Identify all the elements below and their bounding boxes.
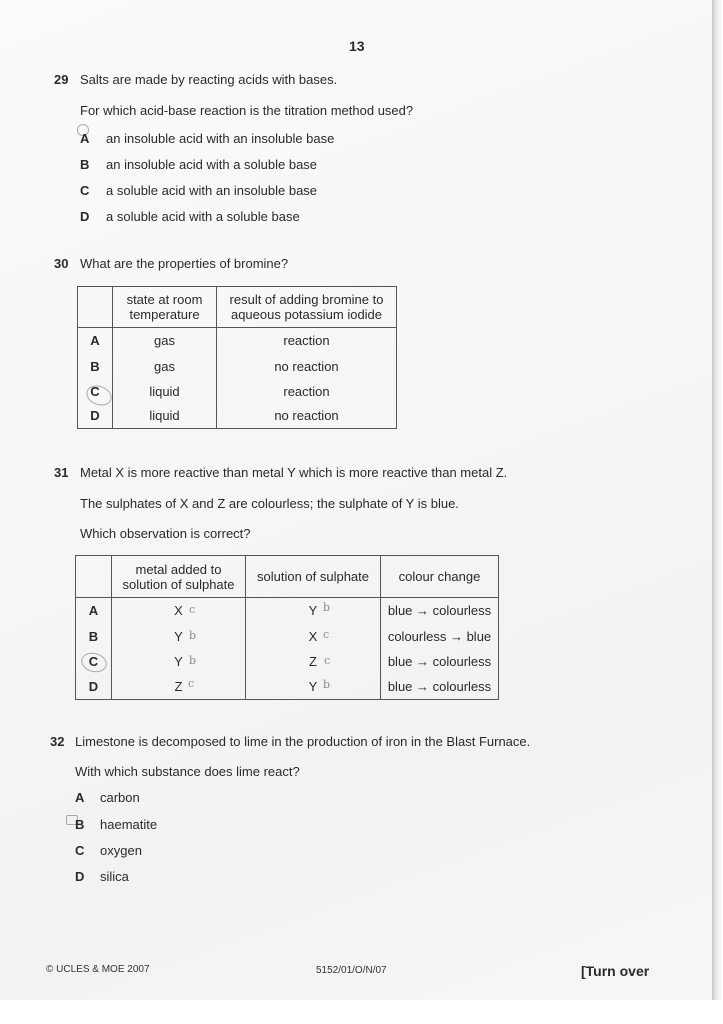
table-row[interactable] (78, 404, 397, 429)
q32-option-d-text[interactable]: silica (100, 869, 129, 884)
q29-option-d-text[interactable]: a soluble acid with a soluble base (106, 209, 300, 224)
question-29-text: For which acid-base reaction is the titration method used? (80, 103, 414, 118)
q29-option-b-letter[interactable]: B (80, 157, 90, 172)
metal-cell: Y (112, 649, 246, 675)
table-row[interactable] (78, 354, 397, 379)
result-cell: reaction (217, 379, 397, 404)
row-letter[interactable]: D (76, 675, 112, 700)
question-31-text: Which observation is correct? (80, 526, 251, 541)
state-cell: liquid (113, 404, 217, 429)
pencil-annotation: c (189, 603, 196, 616)
colour-change-cell: blue → colourless (381, 649, 499, 675)
q32-option-a-letter[interactable]: A (75, 790, 85, 805)
column-header-metal: metal added to solution of sulphate (112, 556, 246, 598)
table-row[interactable] (76, 649, 499, 675)
question-31-number: 31 (54, 465, 69, 480)
q32-option-c-letter[interactable]: C (75, 843, 85, 858)
q29-option-c-letter[interactable]: C (80, 183, 90, 198)
solution-cell: Y (246, 598, 381, 624)
question-32-text: With which substance does lime react? (75, 764, 300, 779)
pencil-annotation: b (323, 601, 331, 614)
row-letter[interactable]: B (76, 624, 112, 649)
q29-option-d-letter[interactable]: D (80, 209, 90, 224)
pencil-annotation: b (189, 629, 197, 642)
table-row[interactable] (76, 598, 499, 624)
turn-over-label: [Turn over (581, 963, 650, 979)
row-letter[interactable]: D (78, 404, 113, 429)
colour-change-cell: colourless → blue (381, 624, 499, 649)
table-row[interactable] (76, 675, 499, 700)
q29-option-a-letter[interactable]: A (80, 131, 90, 146)
paper-code: 5152/01/O/N/07 (316, 965, 387, 976)
table-corner-cell (76, 556, 112, 598)
table-row[interactable] (78, 328, 397, 354)
colour-change-cell: blue → colourless (381, 675, 499, 700)
q29-option-c-text[interactable]: a soluble acid with an insoluble base (106, 183, 318, 198)
question-31-stem-1: Metal X is more reactive than metal Y which is more reactive than metal Z. (80, 465, 508, 480)
solution-cell: Y (246, 675, 381, 700)
result-cell: no reaction (217, 354, 397, 379)
column-header-state: state at room temperature (113, 287, 217, 328)
pencil-annotation: b (189, 654, 197, 667)
metal-reactivity-table (75, 555, 499, 700)
q32-option-d-letter[interactable]: D (75, 869, 85, 884)
column-header-colour-change: colour change (381, 556, 499, 598)
row-letter[interactable]: A (78, 328, 113, 354)
pencil-annotation: c (323, 628, 330, 641)
metal-cell: Z (112, 675, 246, 700)
result-cell: no reaction (217, 404, 397, 429)
table-row[interactable] (78, 379, 397, 404)
colour-change-cell: blue → colourless (381, 598, 499, 624)
metal-cell: Y (112, 624, 246, 649)
question-31-stem-2: The sulphates of X and Z are colourless; the sulphate of Y is blue. (80, 496, 459, 511)
row-letter[interactable]: B (78, 354, 113, 379)
question-30-text: What are the properties of bromine? (80, 256, 289, 271)
table-row[interactable] (76, 624, 499, 649)
row-letter[interactable]: C (76, 649, 112, 675)
row-letter[interactable]: A (76, 598, 112, 624)
q32-option-a-text[interactable]: carbon (100, 790, 140, 805)
question-29-stem: Salts are made by reacting acids with bases. (80, 72, 338, 87)
question-32-stem: Limestone is decomposed to lime in the production of iron in the Blast Furnace. (75, 734, 531, 749)
row-letter[interactable]: C (78, 379, 113, 404)
question-32-number: 32 (50, 734, 65, 749)
solution-cell: Z (246, 649, 381, 675)
table-corner-cell (78, 287, 113, 328)
column-header-result: result of adding bromine to aqueous potassium iodide (217, 287, 397, 328)
q32-option-c-text[interactable]: oxygen (100, 843, 142, 858)
q32-option-b-text[interactable]: haematite (100, 817, 158, 832)
state-cell: liquid (113, 379, 217, 404)
state-cell: gas (113, 354, 217, 379)
page-number: 13 (349, 38, 365, 54)
pencil-annotation: b (323, 678, 331, 691)
column-header-solution: solution of sulphate (246, 556, 381, 598)
copyright-footer: © UCLES & MOE 2007 (46, 964, 150, 975)
page-edge-shadow (712, 0, 723, 1000)
q29-option-b-text[interactable]: an insoluble acid with a soluble base (106, 157, 318, 172)
pencil-annotation: c (188, 677, 195, 690)
question-29-number: 29 (54, 72, 69, 87)
question-30-number: 30 (54, 256, 69, 271)
state-cell: gas (113, 328, 217, 354)
bromine-properties-table (77, 286, 397, 429)
solution-cell: X (246, 624, 381, 649)
q32-option-b-letter[interactable]: B (75, 817, 85, 832)
result-cell: reaction (217, 328, 397, 354)
pencil-annotation: c (324, 654, 331, 667)
q29-option-a-text[interactable]: an insoluble acid with an insoluble base (106, 131, 335, 146)
metal-cell: X (112, 598, 246, 624)
